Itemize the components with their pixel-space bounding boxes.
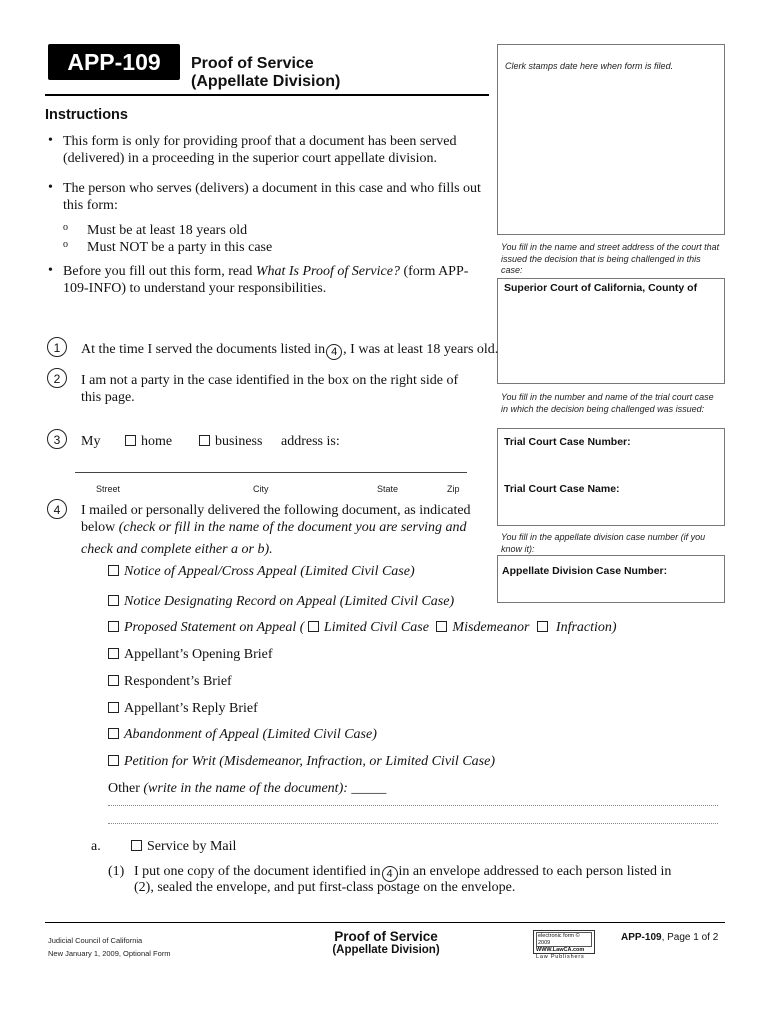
footer-page-number: , Page 1 of 2: [661, 932, 719, 943]
item-3-label: My: [81, 434, 101, 449]
item-3-marker: 3: [47, 429, 67, 449]
notice-appeal-checkbox[interactable]: [108, 565, 119, 576]
bullet-dot: •: [48, 263, 53, 278]
item-1-marker: 1: [47, 337, 67, 357]
footer-title-line-2: (Appellate Division): [332, 944, 440, 956]
address-is-label: address is:: [281, 434, 340, 449]
sub-bullet-marker: o: [63, 222, 68, 233]
item-4-line-3: check and complete either a or b).: [81, 542, 273, 557]
doc-notice-appeal[interactable]: Notice of Appeal/Cross Appeal (Limited Civil Case): [108, 563, 415, 580]
doc-proposed-statement[interactable]: Proposed Statement on Appeal ( Limited Civil Case Misdemeanor Infraction): [108, 619, 617, 636]
trial-case-box[interactable]: [497, 428, 725, 526]
clerk-stamp-box[interactable]: [497, 44, 725, 235]
publisher-url: WWW.LawCA.com: [536, 947, 585, 953]
proposed-statement-checkbox[interactable]: [108, 621, 119, 632]
item-4-line-1: I mailed or personally delivered the following document, as indicated: [81, 503, 471, 518]
page-indicator: [621, 932, 718, 943]
clerk-stamp-note: Clerk stamps date here when form is filed.: [505, 61, 674, 71]
doc-respondent-brief[interactable]: Respondent’s Brief: [108, 673, 232, 690]
instruction-sub-2: Must NOT be a party in this case: [87, 240, 273, 255]
trial-note: You fill in the number and name of the trial court case in which the decision being challenged was issued:: [501, 392, 714, 414]
service-by-mail-option[interactable]: Service by Mail: [131, 838, 236, 855]
item-2-text: I am not a party in the case identified in the box on the right side of this page.: [81, 373, 459, 405]
instruction-bullet-1: This form is only for providing proof that a document has been served (delivered) in a proceeding in the superior court appellate division.: [63, 134, 457, 166]
doc-opening-brief[interactable]: Appellant’s Opening Brief: [108, 646, 273, 663]
street-caption: Street: [96, 484, 121, 494]
publisher-copyright: electronic form © 2009: [536, 932, 592, 947]
item-1-text: At the time I served the documents listed in 4 , I was at least 18 years old.: [81, 342, 499, 358]
page-title: [191, 55, 340, 91]
sub-bullet-marker: o: [63, 239, 68, 250]
footer-council: Judicial Council of California: [48, 936, 143, 945]
abandonment-checkbox[interactable]: [108, 728, 119, 739]
city-caption: City: [253, 484, 269, 494]
appellate-case-label: Appellate Division Case Number:: [502, 565, 668, 577]
business-checkbox[interactable]: [199, 435, 210, 446]
court-label: Superior Court of California, County of: [504, 282, 698, 294]
title-divider: [45, 94, 489, 96]
item-4-ref: 4: [326, 344, 342, 360]
instructions-heading: Instructions: [45, 107, 128, 123]
step-1-number: (1): [108, 864, 125, 879]
opening-brief-checkbox[interactable]: [108, 648, 119, 659]
doc-other: Other (write in the name of the document): _____: [108, 781, 387, 796]
business-address-option[interactable]: business: [199, 433, 262, 450]
address-line[interactable]: [75, 472, 467, 473]
bullet-dot: •: [48, 180, 53, 195]
bullet-dot: •: [48, 133, 53, 148]
zip-caption: Zip: [447, 484, 460, 494]
footer-form-code: APP-109: [621, 932, 662, 943]
form-number-badge: APP-109: [48, 44, 180, 80]
other-document-line-1[interactable]: [108, 805, 718, 806]
item-4-line-2: below (check or fill in the name of the document you are serving and: [81, 520, 467, 535]
doc-petition[interactable]: Petition for Writ (Misdemeanor, Infraction, or Limited Civil Case): [108, 753, 495, 770]
instruction-bullet-3: Before you fill out this form, read What Is Proof of Service? (form APP-109-INFO) to understand your responsibilities.: [63, 264, 469, 296]
doc-abandonment[interactable]: Abandonment of Appeal (Limited Civil Case): [108, 726, 377, 743]
appellate-case-box[interactable]: [497, 555, 725, 603]
infraction-checkbox[interactable]: [537, 621, 548, 632]
court-box[interactable]: [497, 278, 725, 384]
item-2-marker: 2: [47, 368, 67, 388]
footer-date: New January 1, 2009, Optional Form: [48, 949, 171, 958]
footer-title: [300, 929, 472, 957]
service-by-mail-checkbox[interactable]: [131, 840, 142, 851]
court-note: You fill in the name and street address of the court that issued the decision that is being challenged in this case:: [501, 242, 720, 275]
publisher-stamp: [533, 930, 595, 960]
home-address-option[interactable]: home: [125, 433, 172, 450]
doc-reply-brief[interactable]: Appellant’s Reply Brief: [108, 700, 258, 717]
instruction-sub-1: Must be at least 18 years old: [87, 223, 248, 238]
other-document-line-2[interactable]: [108, 823, 718, 824]
state-caption: State: [377, 484, 399, 494]
instruction-bullet-2: The person who serves (delivers) a document in this case and who fills out this form:: [63, 181, 481, 213]
step-1-text-line-2: (2), sealed the envelope, and put first-class postage on the envelope.: [134, 880, 516, 895]
notice-record-checkbox[interactable]: [108, 595, 119, 606]
item-4-ref: 4: [382, 866, 398, 882]
limited-civil-checkbox[interactable]: [308, 621, 319, 632]
misdemeanor-checkbox[interactable]: [436, 621, 447, 632]
footer-title-line-1: Proof of Service: [334, 929, 438, 944]
publisher-name: Law Publishers: [536, 953, 585, 960]
footer-divider: [45, 922, 725, 923]
trial-case-name-label: Trial Court Case Name:: [504, 483, 620, 495]
home-checkbox[interactable]: [125, 435, 136, 446]
doc-notice-record[interactable]: Notice Designating Record on Appeal (Limited Civil Case): [108, 593, 454, 610]
step-1-text: I put one copy of the document identified in 4 in an envelope addressed to each person listed in: [134, 864, 672, 880]
respondent-brief-checkbox[interactable]: [108, 675, 119, 686]
title-line-1: Proof of Service: [191, 55, 314, 72]
item-4-marker: 4: [47, 499, 67, 519]
option-a-label: a.: [91, 839, 101, 854]
trial-case-number-label: Trial Court Case Number:: [504, 436, 631, 448]
title-line-2: (Appellate Division): [191, 73, 341, 90]
appellate-note: You fill in the appellate division case number (if you know it):: [501, 532, 706, 554]
reply-brief-checkbox[interactable]: [108, 702, 119, 713]
petition-checkbox[interactable]: [108, 755, 119, 766]
